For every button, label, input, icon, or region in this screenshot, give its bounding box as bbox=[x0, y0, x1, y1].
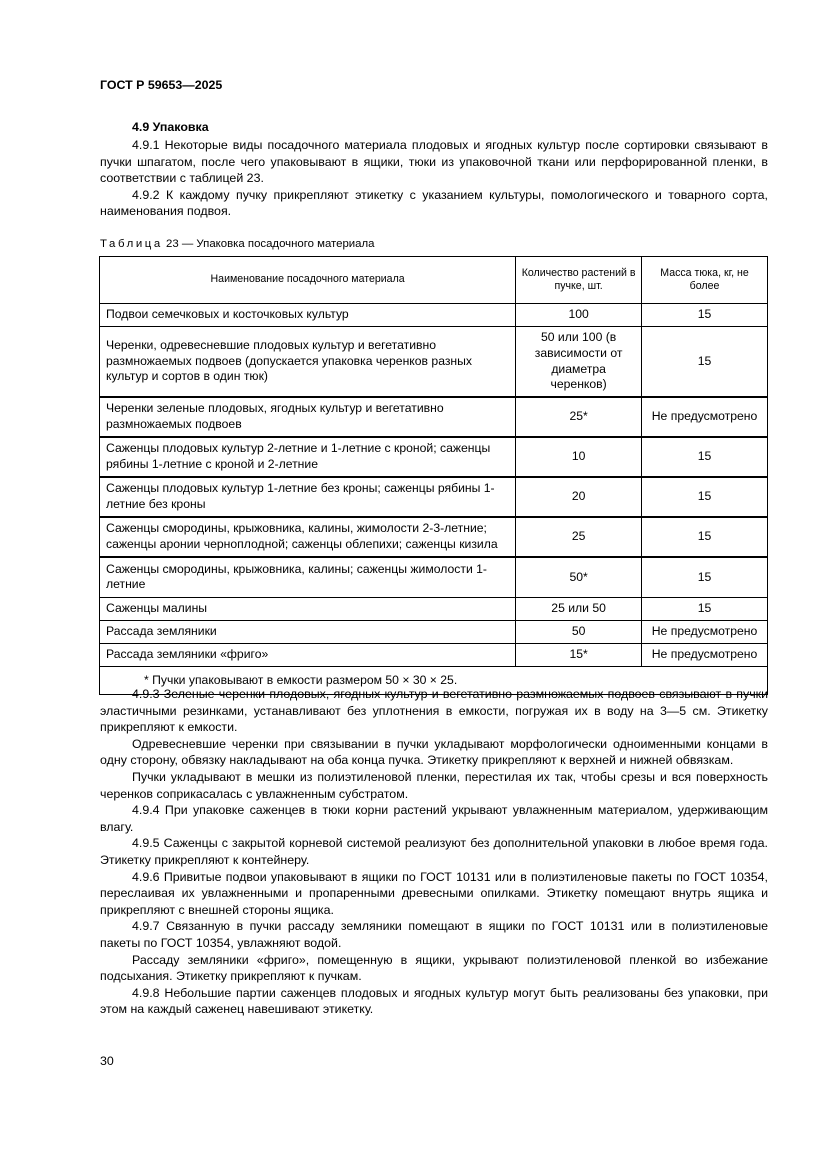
header-mass: Масса тюка, кг, не более bbox=[642, 257, 768, 304]
row-name: Саженцы плодовых культур 1-летние без кроны; саженцы рябины 1-летние без кроны bbox=[100, 477, 516, 517]
table-row bbox=[100, 620, 768, 643]
row-name: Саженцы смородины, крыжовника, калины, жимолости 2-3-летние; саженцы аронии черноплодной; саженцы облепихи; саженцы кизила bbox=[100, 517, 516, 557]
row-name: Саженцы плодовых культур 2-летние и 1-летние с кроной; саженцы рябины 1-летние с кроной и 2-летние bbox=[100, 437, 516, 477]
row-count: 25 bbox=[516, 517, 642, 557]
paragraph-frigo: Рассаду земляники «фриго», помещенную в ящики, укрывают полиэтиленовой пленкой во избежание подсыхания. Этикетку прикрепляют к пучкам. bbox=[100, 952, 768, 984]
header-count: Количество растений в пучке, шт. bbox=[516, 257, 642, 304]
paragraph-4-9-4: 4.9.4 При упаковке саженцев в тюки корни растений укрывают увлажненным материалом, удерживающим влагу. bbox=[100, 803, 768, 834]
row-count: 10 bbox=[516, 437, 642, 477]
packaging-table bbox=[99, 256, 768, 695]
row-name: Черенки, одревесневшие плодовых культур и вегетативно размножаемых подвоев (допускается упаковка черенков разных культур и сортов в один тюк) bbox=[100, 327, 516, 398]
row-mass: Не предусмотрено bbox=[642, 397, 768, 437]
table-row bbox=[100, 397, 768, 437]
paragraph-cuttings: Одревесневшие черенки при связывании в пучки укладывают морфологически одноименными концами в одну сторону, обвязку накладывают на оба конца пучка. Этикетку прикрепляют к верхней и нижней обвязкам. bbox=[100, 736, 768, 768]
row-name: Подвои семечковых и косточковых культур bbox=[100, 304, 516, 327]
table-footnote: * Пучки упаковывают в емкости размером 50 × 30 × 25. bbox=[100, 666, 768, 695]
row-count: 100 bbox=[516, 304, 642, 327]
paragraph-4-9-1: 4.9.1 Некоторые виды посадочного материала плодовых и ягодных культур после сортировки связывают в пучки шпагатом, после чего упаковывают в ящики, тюки из упаковочной ткани или перфорированной пленки, в соответствии с таблицей 23. bbox=[100, 138, 768, 186]
table-caption-text: 23 — Упаковка посадочного материала bbox=[166, 238, 375, 250]
row-name: Черенки зеленые плодовых, ягодных культур и вегетативно размножаемых подвоев bbox=[100, 397, 516, 437]
paragraph-bags: Пучки укладывают в мешки из полиэтиленовой пленки, перестилая их так, чтобы срезы и вся поверхность черенков соприкасалась с увлажненным субстратом. bbox=[100, 769, 768, 801]
table-caption-word: Таблица bbox=[100, 238, 163, 250]
row-mass: 15 bbox=[642, 437, 768, 477]
row-name: Саженцы малины bbox=[100, 597, 516, 620]
row-count: 50 bbox=[516, 620, 642, 643]
row-mass: 15 bbox=[642, 597, 768, 620]
table-header-row bbox=[100, 257, 768, 304]
table-row bbox=[100, 557, 768, 597]
header-name: Наименование посадочного материала bbox=[100, 257, 516, 304]
intro-block bbox=[100, 137, 768, 220]
row-name: Рассада земляники bbox=[100, 620, 516, 643]
table-row bbox=[100, 327, 768, 398]
row-name: Рассада земляники «фриго» bbox=[100, 643, 516, 666]
paragraph-4-9-5: 4.9.5 Саженцы с закрытой корневой системой реализуют без дополнительной упаковки в любое время года. Этикетку прикрепляют к контейнеру. bbox=[100, 836, 768, 867]
row-mass: 15 bbox=[642, 517, 768, 557]
row-mass: 15 bbox=[642, 304, 768, 327]
row-mass: Не предусмотрено bbox=[642, 620, 768, 643]
page-number: 30 bbox=[100, 1054, 114, 1068]
table-row bbox=[100, 597, 768, 620]
paragraph-4-9-3: 4.9.3 Зеленые черенки плодовых, ягодных культур и вегетативно размножаемых подвоев связывают в пучки эластичными резинками, устанавливают без уплотнения в емкости, погружая их в воду на 3—5 см. Этикетку прикрепляют к емкости. bbox=[100, 687, 768, 735]
body-block bbox=[100, 686, 768, 1018]
paragraph-4-9-2: 4.9.2 К каждому пучку прикрепляют этикетку с указанием культуры, помологического и товарного сорта, наименования подвоя. bbox=[100, 187, 768, 219]
row-mass: 15 bbox=[642, 477, 768, 517]
row-count: 20 bbox=[516, 477, 642, 517]
table-row bbox=[100, 437, 768, 477]
table-row bbox=[100, 517, 768, 557]
paragraph-4-9-8: 4.9.8 Небольшие партии саженцев плодовых и ягодных культур могут быть реализованы без упаковки, при этом на каждый саженец навешивают этикетку. bbox=[100, 985, 768, 1017]
row-mass: 15 bbox=[642, 327, 768, 398]
table-caption bbox=[100, 236, 374, 253]
row-name: Саженцы смородины, крыжовника, калины; саженцы жимолости 1-летние bbox=[100, 557, 516, 597]
row-mass: 15 bbox=[642, 557, 768, 597]
section-title: 4.9 Упаковка bbox=[132, 120, 209, 134]
paragraph-4-9-7: 4.9.7 Связанную в пучки рассаду земляники помещают в ящики по ГОСТ 10131 или в полиэтиленовые пакеты по ГОСТ 10354, увлажняют водой. bbox=[100, 919, 768, 950]
row-count: 50* bbox=[516, 557, 642, 597]
paragraph-4-9-6: 4.9.6 Привитые подвои упаковывают в ящики по ГОСТ 10131 или в полиэтиленовые пакеты по ГОСТ 10354, переслаивая их увлажненными и пропаренными древесными опилками. Этикетку помещают внутрь ящика и прикрепляют с внешней стороны ящика. bbox=[100, 869, 768, 917]
row-count: 15* bbox=[516, 643, 642, 666]
row-count: 25 или 50 bbox=[516, 597, 642, 620]
row-count: 50 или 100 (в зависимости от диаметра черенков) bbox=[516, 327, 642, 398]
table-row bbox=[100, 304, 768, 327]
standard-header: ГОСТ Р 59653—2025 bbox=[100, 78, 223, 92]
row-mass: Не предусмотрено bbox=[642, 643, 768, 666]
row-count: 25* bbox=[516, 397, 642, 437]
table-row bbox=[100, 643, 768, 666]
table-row bbox=[100, 477, 768, 517]
